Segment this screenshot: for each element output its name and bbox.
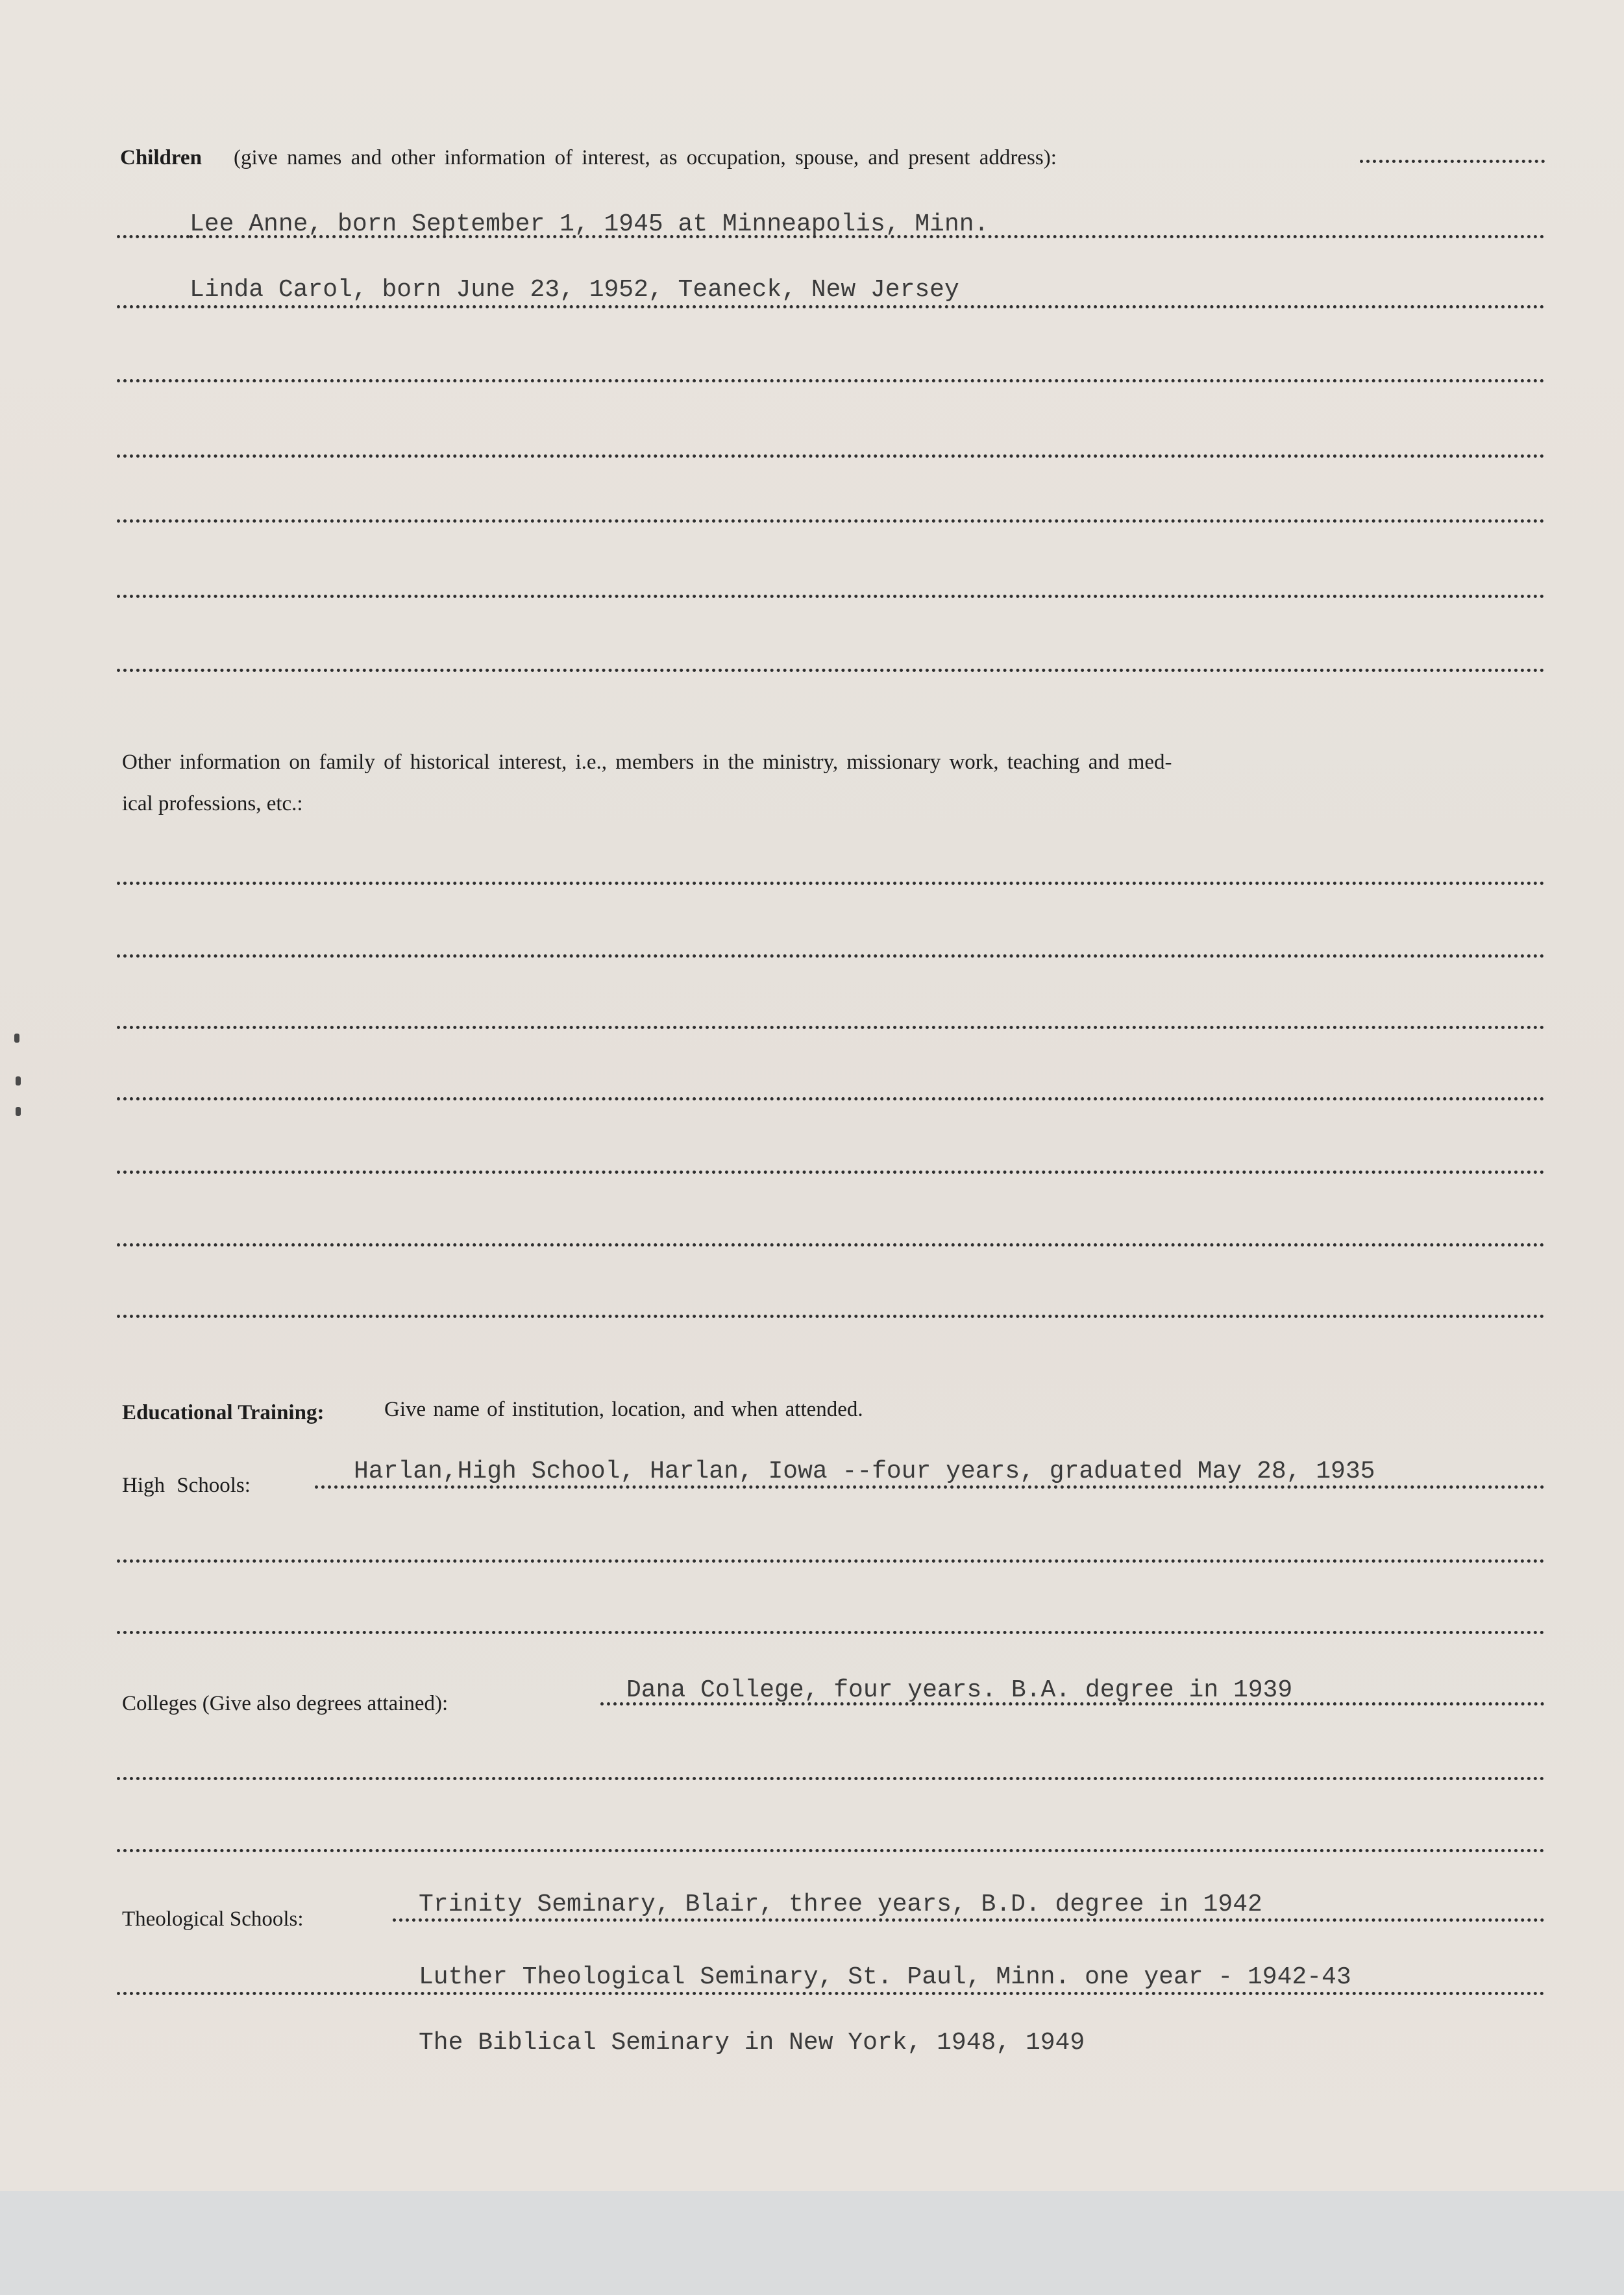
dotted-line	[393, 1918, 1545, 1922]
dotted-line	[117, 1171, 1545, 1174]
dotted-line	[117, 519, 1545, 523]
dotted-line	[117, 1243, 1545, 1247]
other-info-prompt-line2: ical professions, etc.:	[122, 792, 303, 815]
dotted-line	[117, 1849, 1545, 1852]
dotted-line	[117, 1559, 1545, 1563]
colleges-label: Colleges (Give also degrees attained):	[122, 1692, 449, 1715]
theological-school-2: Luther Theological Seminary, St. Paul, Minn. one year - 1942-43	[419, 1963, 1351, 1991]
dotted-line	[190, 235, 1545, 238]
high-schools-label: High Schools:	[122, 1474, 251, 1497]
high-schools-value: Harlan,High School, Harlan, Iowa --four years, graduated May 28, 1935	[354, 1458, 1375, 1485]
dotted-line	[315, 1485, 1545, 1489]
edge-mark	[16, 1076, 21, 1085]
edge-mark	[16, 1107, 21, 1116]
dotted-line	[117, 1777, 1545, 1780]
theological-schools-label: Theological Schools:	[122, 1907, 304, 1931]
dotted-line	[117, 1315, 1545, 1318]
child-entry-2: Linda Carol, born June 23, 1952, Teaneck, New Jersey	[190, 276, 959, 304]
dotted-line	[1360, 160, 1545, 163]
education-label: Educational Training:	[122, 1401, 325, 1424]
dotted-line	[117, 1631, 1545, 1634]
dotted-line	[117, 1992, 1545, 1995]
theological-school-3: The Biblical Seminary in New York, 1948, 1949	[419, 2029, 1085, 2057]
children-prompt: (give names and other information of interest, as occupation, spouse, and present address):	[234, 146, 1057, 169]
theological-school-1: Trinity Seminary, Blair, three years, B.D. degree in 1942	[419, 1891, 1262, 1918]
other-info-prompt-line1: Other information on family of historical interest, i.e., members in the ministry, missionary work, teaching and med-	[122, 751, 1172, 774]
dotted-line	[117, 595, 1545, 598]
colleges-value: Dana College, four years. B.A. degree in 1939	[626, 1676, 1293, 1704]
children-label: Children	[120, 146, 202, 169]
dotted-line	[117, 669, 1545, 672]
dotted-line	[117, 454, 1545, 458]
dotted-line	[117, 954, 1545, 958]
dotted-line	[117, 305, 1545, 308]
dotted-line	[117, 1026, 1545, 1029]
child-entry-1: Lee Anne, born September 1, 1945 at Minneapolis, Minn.	[190, 210, 989, 238]
education-prompt: Give name of institution, location, and when attended.	[384, 1398, 863, 1421]
dotted-line	[117, 379, 1545, 382]
edge-mark	[14, 1034, 19, 1043]
dotted-line	[117, 1097, 1545, 1100]
dotted-line	[117, 882, 1545, 885]
dotted-line	[117, 235, 190, 238]
